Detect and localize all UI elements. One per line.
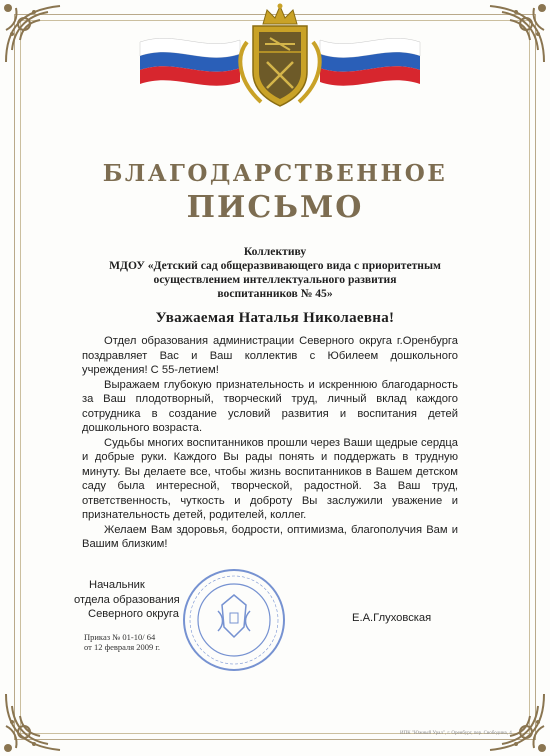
signatory-position-line: отдела образования	[74, 593, 180, 606]
signatory-position	[74, 578, 180, 622]
addressee-block	[60, 245, 490, 301]
ornament-corner-icon	[0, 0, 70, 70]
document-title-line1: БЛАГОДАРСТВЕННОЕ	[102, 160, 448, 187]
addressee-line: осуществлением интеллектуального развития	[153, 273, 397, 286]
letter-body	[82, 334, 458, 552]
ornament-corner-icon	[480, 0, 550, 70]
signatory-name: Е.А.Глуховская	[352, 612, 432, 624]
addressee-line: Коллективу	[243, 245, 307, 258]
addressee-line: воспитанников № 45»	[217, 287, 333, 300]
order-reference	[84, 632, 160, 652]
ornament-corner-icon	[0, 686, 70, 756]
signatory-position-line: Северного округа	[88, 608, 179, 620]
order-number: Приказ № 01-10/ 64	[84, 632, 156, 642]
signatory-position-line: Начальник	[89, 579, 145, 591]
document-title-line2: ПИСЬМО	[186, 190, 364, 225]
greeting: Уважаемая Наталья Николаевна!	[155, 310, 395, 326]
body-paragraph: Выражаем глубокую признательность и искреннюю благодарность за Ваш плодотворный, творческий труд, личный вклад каждого сотрудника в создание условий развития и воспитания детей дошкольного возраста.	[82, 378, 458, 434]
official-round-stamp-icon	[178, 565, 290, 675]
body-paragraph: Судьбы многих воспитанников прошли через Ваши щедрые сердца и добрые руки. Каждого Вы рады понять и поддержать в трудную минуту. Вы делаете все, чтобы жизнь воспитанников в Вашем детском саду была интересной, творческой, радостной. За Ваш труд, ответственность, чуткость и доброту Вы заслужили уважение и признательность детей, родителей, коллег.	[82, 436, 458, 521]
body-paragraph: Желаем Вам здоровья, бодрости, оптимизма, благополучия Вам и Вашим близким!	[82, 523, 458, 550]
body-paragraph: Отдел образования администрации Северного округа г.Оренбурга поздравляет Вас и Ваш коллектив с Юбилеем дошкольного учреждения! С 55-летием!	[82, 335, 458, 376]
orenburg-coat-of-arms-icon	[135, 2, 425, 112]
addressee-line: МДОУ «Детский сад общеразвивающего вида с приоритетным	[109, 259, 441, 272]
ornament-corner-icon	[480, 686, 550, 756]
printer-note: ИПК "Южный Урал", г. Оренбург, пер. Свободина, 4	[400, 731, 512, 736]
order-date: от 12 февраля 2009 г.	[84, 642, 161, 652]
